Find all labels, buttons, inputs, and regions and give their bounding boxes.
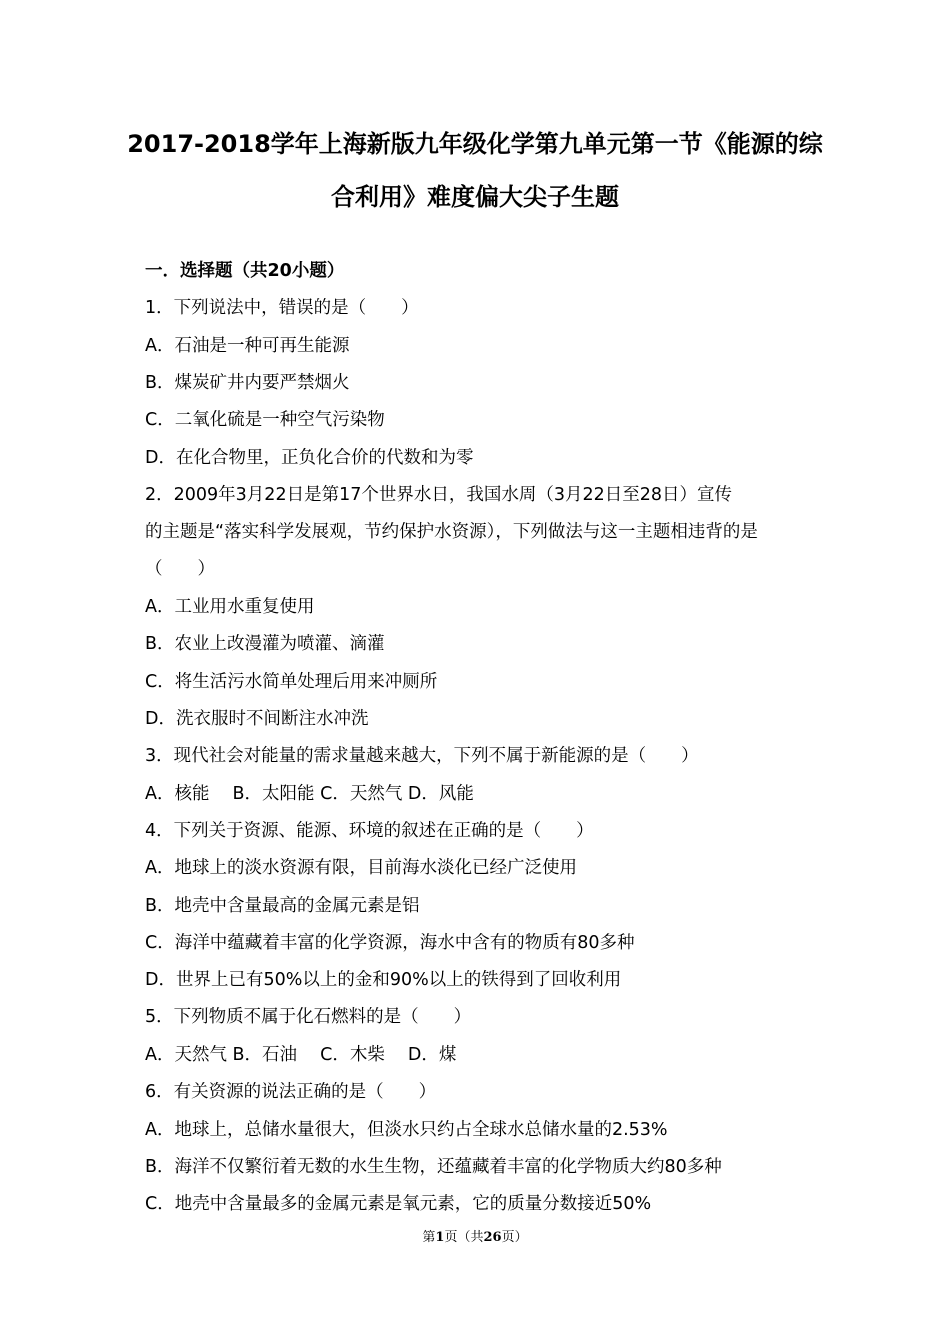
question-2-option-b: B．农业上改漫灌为喷灌、滴灌 — [145, 634, 385, 654]
question-3-stem: 3．现代社会对能量的需求量越来越大，下列不属于新能源的是（ ） — [145, 746, 699, 766]
section-heading: 一．选择题（共20小题） — [145, 261, 345, 281]
question-4-option-b: B．地壳中含量最高的金属元素是铝 — [145, 896, 420, 916]
document-title-line2: 合利用》难度偏大尖子生题 — [331, 183, 619, 211]
question-6-option-b: B．海洋不仅繁衍着无数的水生生物，还蕴藏着丰富的化学物质大约80多种 — [145, 1157, 722, 1177]
page-footer — [0, 1226, 950, 1245]
footer-suffix: 页） — [501, 1230, 528, 1245]
question-4-option-a: A．地球上的淡水资源有限，目前海水淡化已经广泛使用 — [145, 858, 577, 878]
question-4-option-c: C．海洋中蕴藏着丰富的化学资源，海水中含有的物质有80多种 — [145, 933, 635, 953]
question-6-option-c: C．地壳中含量最多的金属元素是氧元素，它的质量分数接近50% — [145, 1194, 652, 1214]
question-5-stem: 5．下列物质不属于化石燃料的是（ ） — [145, 1007, 472, 1027]
question-2-stem-line1: 2．2009年3月22日是第17个世界水日，我国水周（3月22日至28日）宣传 — [145, 485, 733, 505]
question-4-stem: 4．下列关于资源、能源、环境的叙述在正确的是（ ） — [145, 821, 594, 841]
question-2-option-c: C．将生活污水简单处理后用来冲厕所 — [145, 672, 438, 692]
question-1-option-c: C．二氧化硫是一种空气污染物 — [145, 410, 385, 430]
question-2-stem-line2: 的主题是“落实科学发展观，节约保护水资源），下列做法与这一主题相违背的是 — [145, 522, 758, 542]
question-6-option-a: A．地球上，总储水量很大，但淡水只约占全球水总储水量的2.53% — [145, 1120, 668, 1140]
question-1-option-b: B．煤炭矿井内要严禁烟火 — [145, 373, 350, 393]
footer-page-number: 1 — [435, 1230, 445, 1245]
question-2-option-a: A．工业用水重复使用 — [145, 597, 315, 617]
question-2-option-d: D．洗衣服时不间断注水冲洗 — [145, 709, 369, 729]
question-5-options: A．天然气 B．石油 C．木柴 D．煤 — [145, 1045, 457, 1065]
footer-total-pages: 26 — [483, 1230, 502, 1245]
question-2-stem-line3: （ ） — [145, 559, 215, 579]
document-title-line1: 2017-2018学年上海新版九年级化学第九单元第一节《能源的综 — [127, 130, 823, 158]
question-1-option-d: D．在化合物里，正负化合价的代数和为零 — [145, 448, 474, 468]
footer-middle: 页（共 — [444, 1230, 484, 1245]
footer-prefix: 第 — [422, 1230, 436, 1245]
question-6-stem: 6．有关资源的说法正确的是（ ） — [145, 1082, 437, 1102]
question-3-options: A．核能 B．太阳能 C．天然气 D．风能 — [145, 784, 474, 804]
question-1-stem: 1．下列说法中，错误的是（ ） — [145, 298, 419, 318]
question-1-option-a: A．石油是一种可再生能源 — [145, 336, 350, 356]
question-4-option-d: D．世界上已有50%以上的金和90%以上的铁得到了回收利用 — [145, 970, 622, 990]
